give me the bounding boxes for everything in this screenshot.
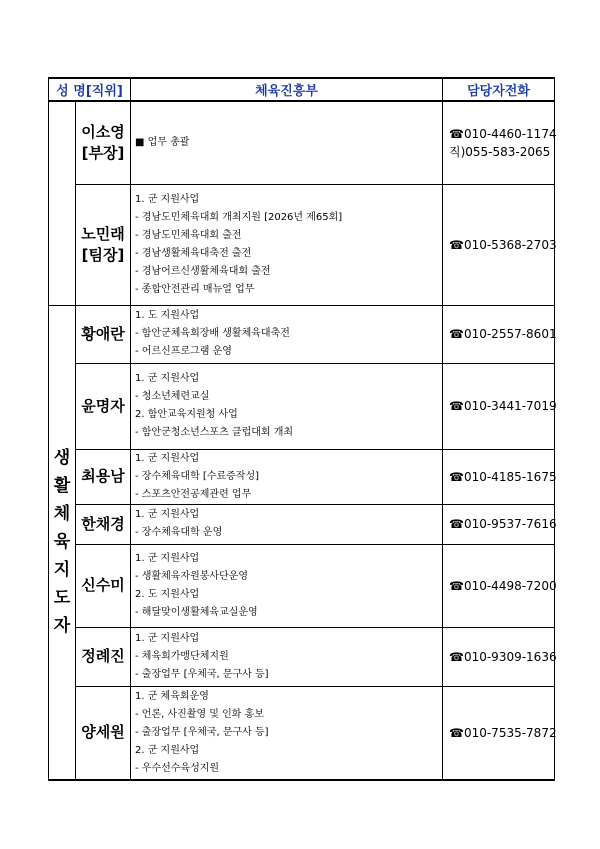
category-empty xyxy=(49,101,76,305)
phone-cell: ☎010-4460-1174 직)055-583-2065 xyxy=(443,101,555,184)
staff-name: 정례진 xyxy=(76,627,131,686)
table-row xyxy=(49,305,555,363)
table-row xyxy=(49,449,555,504)
duty-cell: 1. 군 지원사업 - 장수체육대학 운영 xyxy=(131,504,443,544)
table-row xyxy=(49,627,555,686)
table-row xyxy=(49,686,555,780)
header-name: 성 명[직위] xyxy=(49,78,131,101)
header-row xyxy=(49,78,555,101)
duty-cell: 1. 군 지원사업 - 장수체육대학 [수료증작성] - 스포츠안전공제관련 업무 xyxy=(131,449,443,504)
staff-name: 한채경 xyxy=(76,504,131,544)
table-row xyxy=(49,184,555,305)
duty-cell: 1. 군 지원사업 - 경남도민체육대회 개최지원 [2026년 제65회] - 경남도민체육대회 출전 - 경남생활체육대축전 출전 - 경남어르신생활체육대회 출전 - 종합안전관리 매뉴얼 업무 xyxy=(131,184,443,305)
duty-cell: 1. 군 지원사업 - 체육회가맹단체지원 - 출장업무 [우체국, 문구사 등] xyxy=(131,627,443,686)
table-row xyxy=(49,363,555,449)
phone-cell: ☎010-3441-7019 xyxy=(443,363,555,449)
duty-cell: 1. 군 지원사업 - 청소년체련교실 2. 함안교육지원청 사업 - 함안군청소년스포츠 클럽대회 개최 xyxy=(131,363,443,449)
duty-cell: 1. 군 체육회운영 - 언론, 사진촬영 및 인화 홍보 - 출장업무 [우체국, 문구사 등] 2. 군 지원사업 - 우수선수육성지원 xyxy=(131,686,443,780)
duty-cell: 1. 군 지원사업 - 생활체육자원봉사단운영 2. 도 지원사업 - 해달맞이생활체육교실운영 xyxy=(131,544,443,627)
staff-name: 윤명자 xyxy=(76,363,131,449)
staff-name: 신수미 xyxy=(76,544,131,627)
phone-cell: ☎010-5368-2703 xyxy=(443,184,555,305)
table-row xyxy=(49,101,555,184)
phone-cell: ☎010-4498-7200 xyxy=(443,544,555,627)
duty-cell: ■ 업무 총괄 xyxy=(131,101,443,184)
phone-cell: ☎010-9537-7616 xyxy=(443,504,555,544)
phone-cell: ☎010-2557-8601 xyxy=(443,305,555,363)
staff-name: 양세원 xyxy=(76,686,131,780)
duty-cell: 1. 도 지원사업 - 함안군체육회장배 생활체육대축전 - 어르신프로그램 운영 xyxy=(131,305,443,363)
category-cell: 생 활 체 육 지 도 자 xyxy=(49,305,76,780)
staff-name: 황애란 xyxy=(76,305,131,363)
table-row xyxy=(49,504,555,544)
staff-table xyxy=(48,77,555,781)
phone-cell: ☎010-7535-7872 xyxy=(443,686,555,780)
phone-cell: ☎010-9309-1636 xyxy=(443,627,555,686)
header-dept: 체육진흥부 xyxy=(131,78,443,101)
table-row xyxy=(49,544,555,627)
staff-name: 최용남 xyxy=(76,449,131,504)
staff-name: 이소영 [부장] xyxy=(76,101,131,184)
staff-name: 노민래 [팀장] xyxy=(76,184,131,305)
header-phone: 담당자전화 xyxy=(443,78,555,101)
phone-cell: ☎010-4185-1675 xyxy=(443,449,555,504)
